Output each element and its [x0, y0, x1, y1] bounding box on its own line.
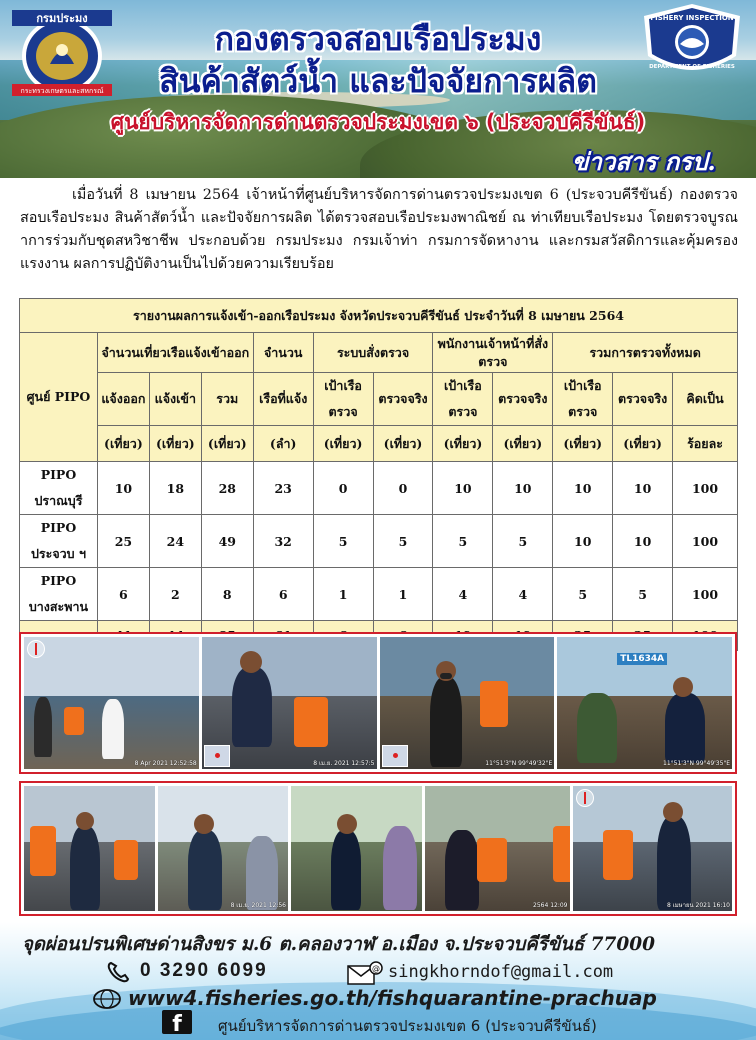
photo-sky: [158, 786, 289, 842]
row-center-b: บางสะพาน: [28, 599, 89, 614]
life-vest: [30, 826, 56, 876]
cell-tot-target: 10: [553, 462, 613, 515]
row-center-a: PIPO: [40, 467, 77, 482]
unit-sum: (เที่ยว): [201, 426, 253, 462]
pipo-report-table: [19, 298, 738, 651]
photo-person: [246, 836, 278, 910]
photo-person: [232, 667, 272, 747]
photo-person: [331, 830, 361, 910]
compass-icon: [576, 789, 594, 807]
unit-tot-target: (เที่ยว): [553, 426, 613, 462]
col-off-target-a: เป้าเรือ: [444, 378, 482, 393]
col-sys-target-a: เป้าเรือ: [324, 378, 362, 393]
col-percent-b: ร้อยละ: [673, 426, 738, 462]
cell-boats: 23: [253, 462, 313, 515]
footer-contact: [0, 922, 756, 1040]
cell-out: 25: [97, 515, 149, 568]
cell-sys-actual: 1: [373, 568, 433, 621]
table-row: [20, 568, 738, 621]
life-vest: [477, 838, 507, 882]
svg-text:@: @: [372, 964, 380, 973]
photo-gps: 11°51'3"N 99°49'35"E: [663, 760, 730, 767]
photo-sky: [557, 637, 732, 696]
table-row: [20, 462, 738, 515]
row-center-a: PIPO: [40, 520, 77, 535]
photo-timestamp: 2564 12:09: [533, 902, 568, 909]
cell-sum: 8: [201, 568, 253, 621]
pipo-report-table-wrapper: [19, 298, 738, 651]
unit-sys-target: (เที่ยว): [313, 426, 373, 462]
photo-head: [337, 814, 357, 834]
inspection-photo-8: [425, 786, 570, 911]
cell-tot-actual: 5: [613, 568, 673, 621]
photo-strip-bottom: [19, 781, 737, 916]
inspection-photo-4: [557, 637, 732, 769]
col-off-actual: ตรวจจริง: [493, 373, 553, 426]
unit-off-target: (เที่ยว): [433, 426, 493, 462]
life-vest: [553, 826, 570, 882]
life-vest: [294, 697, 328, 747]
cell-out: 6: [97, 568, 149, 621]
col-sys-target-b: ตรวจ: [328, 404, 358, 419]
header-banner: [0, 0, 756, 178]
facebook-icon: [160, 1008, 194, 1036]
footer-facebook[interactable]: ศูนย์บริหารจัดการด่านตรวจประมงเขต 6 (ประจวบคีรีขันธ์): [218, 1017, 597, 1035]
cell-sys-target: 1: [313, 568, 373, 621]
col-percent-a: คิดเป็น: [673, 373, 738, 426]
photo-timestamp: 8 เม.ย. 2021 12:56: [230, 902, 286, 909]
photo-sky: [425, 786, 570, 842]
intro-paragraph: เมื่อวันที่ 8 เมษายน 2564 เจ้าหน้าที่ศูนย์บริหารจัดการด่านตรวจประมงเขต 6 (ประจวบคีรีขันธ์) กองตรวจสอบเรือประมง สินค้าสัตว์น้ำ และปัจจัยการผลิต ได้ตรวจสอบเรือประมงพาณิชย์ ณ ท่าเทียบเรือประมง โดยตรวจบูรณาการร่วมกับชุดสหวิชาชีพ ประกอบด้วย กรมประมง กรมเจ้าท่า กรมการจัดหางาน และกรมสวัสดิการและคุ้มครองแรงงาน ผลการปฏิบัติงานเป็นไปด้วยความเรียบร้อย: [20, 187, 738, 272]
col-off-target-b: ตรวจ: [448, 404, 478, 419]
photo-head: [663, 802, 683, 822]
email-icon: [346, 960, 384, 986]
inspection-photo-7: [291, 786, 422, 911]
photo-person: [445, 830, 479, 910]
life-vest: [64, 707, 84, 735]
unit-sys-actual: (เที่ยว): [373, 426, 433, 462]
cell-tot-target: 10: [553, 515, 613, 568]
phone-icon: [106, 960, 132, 984]
unit-out: (เที่ยว): [97, 426, 149, 462]
cell-tot-actual: 10: [613, 515, 673, 568]
map-thumbnail-icon: [382, 745, 408, 767]
globe-icon: [92, 988, 122, 1010]
row-center-a: PIPO: [40, 573, 77, 588]
photo-strip-top: [19, 632, 737, 774]
life-vest: [480, 681, 508, 727]
boat-registration-sign: TL1634A: [617, 653, 667, 665]
news-tagline: ข่าวสาร กรป.: [572, 147, 716, 176]
logo-right-bottom-text: DEPARTMENT OF FISHERIES: [649, 64, 735, 70]
cell-off-actual: 4: [493, 568, 553, 621]
cell-boats: 32: [253, 515, 313, 568]
col-group-trips: จำนวนเที่ยวเรือแจ้งเข้าออก: [97, 333, 253, 373]
map-thumbnail-icon: [204, 745, 230, 767]
cell-off-target: 4: [433, 568, 493, 621]
unit-in: (เที่ยว): [149, 426, 201, 462]
cell-sys-target: 0: [313, 462, 373, 515]
photo-head: [76, 812, 94, 830]
inspection-photo-2: [202, 637, 377, 769]
inspection-photo-6: [158, 786, 289, 911]
col-tot-target-b: ตรวจ: [568, 404, 598, 419]
cell-in: 24: [149, 515, 201, 568]
cell-boats: 6: [253, 568, 313, 621]
cell-off-actual: 10: [493, 462, 553, 515]
cell-sum: 49: [201, 515, 253, 568]
photo-sky: [24, 637, 199, 696]
cell-percent: 100: [673, 515, 738, 568]
photo-person: [577, 693, 617, 763]
photo-timestamp: 8 เมษายน 2021 16:10: [666, 902, 730, 909]
col-boats: เรือที่แจ้ง: [253, 373, 313, 426]
svg-text:f: f: [172, 1012, 182, 1036]
life-vest: [114, 840, 138, 880]
row-center-name: [20, 568, 98, 621]
photo-person: [665, 693, 705, 763]
unit-off-actual: (เที่ยว): [493, 426, 553, 462]
photo-gps: 11°51'3"N 99°49'32"E: [485, 760, 553, 767]
inspection-photo-3: [380, 637, 555, 769]
cell-sys-actual: 5: [373, 515, 433, 568]
photo-sky: [573, 786, 733, 842]
cell-tot-target: 5: [553, 568, 613, 621]
inspection-photo-1: [24, 637, 199, 769]
photo-person: [70, 826, 100, 910]
cell-percent: 100: [673, 568, 738, 621]
unit-tot-actual: (เที่ยว): [613, 426, 673, 462]
col-group-system: ระบบสั่งตรวจ: [313, 333, 433, 373]
col-in: แจ้งเข้า: [149, 373, 201, 426]
cell-sys-actual: 0: [373, 462, 433, 515]
photo-sky: [202, 637, 377, 696]
photo-person: [383, 826, 417, 910]
face-mask: [440, 673, 452, 679]
col-tot-target-a: เป้าเรือ: [563, 378, 602, 393]
photo-head: [240, 651, 262, 673]
photo-person: [34, 697, 52, 757]
col-group-total: รวมการตรวจทั้งหมด: [553, 333, 738, 373]
col-tot-actual: ตรวจจริง: [613, 373, 673, 426]
cell-tot-actual: 10: [613, 462, 673, 515]
photo-timestamp: 8 Apr 2021 12:52:58: [134, 760, 197, 767]
col-out: แจ้งออก: [97, 373, 149, 426]
inspection-photo-5: [24, 786, 155, 911]
title-line-2: สินค้าสัตว์น้ำ และปัจจัยการผลิต: [159, 62, 597, 100]
row-center-name: [20, 515, 98, 568]
photo-ground: [573, 842, 733, 911]
cell-out: 10: [97, 462, 149, 515]
life-vest: [603, 830, 633, 880]
row-center-name: [20, 462, 98, 515]
col-sys-actual: ตรวจจริง: [373, 373, 433, 426]
cell-percent: 100: [673, 462, 738, 515]
row-center-b: ประจวบ ฯ: [30, 546, 86, 561]
cell-sum: 28: [201, 462, 253, 515]
cell-in: 2: [149, 568, 201, 621]
footer-website[interactable]: www4.fisheries.go.th/fishquarantine-prachuap: [128, 986, 657, 1010]
col-header-center: ศูนย์ PIPO: [20, 333, 98, 462]
col-group-count: จำนวน: [253, 333, 313, 373]
col-tot-target: [553, 373, 613, 426]
photo-person: [430, 677, 462, 767]
footer-address: จุดผ่อนปรนพิเศษด่านสิงขร ม.6 ต.คลองวาฬ อ.เมือง จ.ประจวบคีรีขันธ์ 77000: [22, 934, 655, 955]
table-caption: รายงานผลการแจ้งเข้า-ออกเรือประมง จังหวัดประจวบคีรีขันธ์ ประจำวันที่ 8 เมษายน 2564: [20, 299, 738, 333]
cell-off-actual: 5: [493, 515, 553, 568]
row-center-b: ปราณบุรี: [34, 493, 83, 508]
col-sys-target: [313, 373, 373, 426]
inspection-photo-9: [573, 786, 733, 911]
logo-left-bottom-text: กระทรวงเกษตรและสหกรณ์: [20, 87, 104, 95]
col-group-officer: พนักงานเจ้าหน้าที่สั่งตรวจ: [433, 333, 553, 373]
footer-email[interactable]: singkhorndof@gmail.com: [388, 962, 614, 982]
logo-right-top-text: FISHERY INSPECTION: [650, 14, 734, 22]
photo-head: [194, 814, 214, 834]
col-off-target: [433, 373, 493, 426]
col-sum: รวม: [201, 373, 253, 426]
title-line-3: ศูนย์บริหารจัดการด่านตรวจประมงเขต ๖ (ประจวบคีรีขันธ์): [110, 110, 646, 134]
cell-off-target: 5: [433, 515, 493, 568]
compass-icon: [27, 640, 45, 658]
logo-left-top-text: กรมประมง: [36, 12, 88, 25]
cell-sys-target: 5: [313, 515, 373, 568]
photo-person: [657, 816, 691, 910]
photo-sky: [380, 637, 555, 696]
title-line-1: กองตรวจสอบเรือประมง: [214, 20, 542, 58]
table-row: [20, 515, 738, 568]
photo-person: [188, 830, 222, 910]
footer-phone[interactable]: 0 3290 6099: [140, 960, 268, 981]
unit-boats: (ลำ): [253, 426, 313, 462]
cell-off-target: 10: [433, 462, 493, 515]
cell-in: 18: [149, 462, 201, 515]
photo-person: [102, 699, 124, 759]
photo-timestamp: 8 เม.ย. 2021 12:57:5: [313, 760, 375, 767]
